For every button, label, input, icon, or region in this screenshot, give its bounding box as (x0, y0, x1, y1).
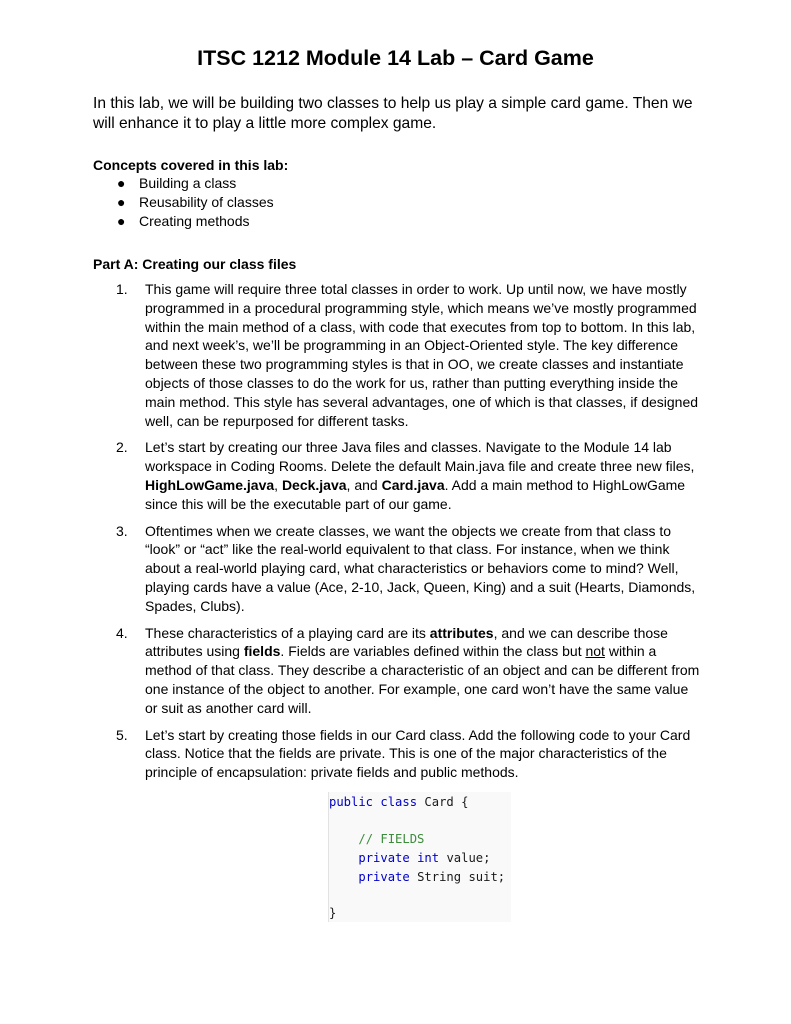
bullet-icon: ● (117, 213, 126, 229)
code-line: } (329, 906, 337, 920)
steps-list (93, 280, 703, 790)
filename-card: Card.java (381, 476, 445, 493)
code-line: private int value; (358, 851, 491, 865)
step-text: Let’s start by creating those fields in our Card class. Add the following code to your Card class. Notice that the fields are private. This is one of the major characteristics of the principle of encapsulation: private fields and public methods. (145, 726, 691, 781)
filename-deck: Deck.java (281, 476, 347, 493)
concepts-heading: Concepts covered in this lab: (93, 157, 289, 173)
term-attributes: attributes (429, 624, 494, 641)
concepts-list (93, 174, 274, 231)
step-item (93, 438, 703, 513)
step-text: Oftentimes when we create classes, we want the objects we create from that class to “look” or “act” like the real-world equivalent to that class. For instance, when we think about a real-world playing card, what characteristics or behaviors come to mind? Well, playing cards have a value (Ace, 2-10, Jack, Queen, King) and a suit (Hearts, Diamonds, Spades, Clubs). (145, 522, 696, 614)
part-a-heading: Part A: Creating our class files (93, 256, 297, 272)
term-fields: fields (243, 643, 281, 660)
intro-paragraph: In this lab, we will be building two classes to help us play a simple card game. Then we will enhance it to play a little more complex game. (93, 95, 693, 132)
step-number: 4. (116, 624, 128, 641)
bullet-icon: ● (117, 175, 126, 191)
code-comment: // FIELDS (358, 832, 425, 846)
code-line (329, 831, 424, 847)
bullet-icon: ● (117, 194, 126, 210)
step-text: Let’s start by creating our three Java files and classes. Navigate to the Module 14 lab workspace in Coding Rooms. Delete the default Main.java file and create three new files, HighLowGame.java, Deck.java, and Card.java. Add a main method to HighLowGame since this will be the executable part of our game. (145, 439, 695, 512)
code-snippet (328, 792, 511, 922)
step-number: 2. (116, 439, 128, 456)
step-item (93, 726, 703, 782)
code-line: public class Card { (329, 795, 469, 809)
step-number: 1. (116, 281, 128, 297)
concept-item: ● Reusability of classes (117, 194, 274, 210)
step-text: These characteristics of a playing card are its attributes, and we can describe those attributes using fields. Fields are variables defined within the class but not within a method of that class. They describe a characteristic of an object and can be different from one instance of the object to another. For example, one card won’t have the same value or suit as another card will. (145, 624, 700, 716)
step-text: This game will require three total classes in order to work. Up until now, we have mostly programmed in a procedural programming style, which means we’ve mostly programmed within the main method of a class, with code that executes from top to bottom. In this lab, and next week’s, we’ll be programming in an Object-Oriented style. The key difference between these two programming styles is that in OO, we create classes and instantiate objects of those classes to do the work for us, rather than putting everything inside the main method. This style has several advantages, one of which is that classes, if designed well, can be repurposed for different tasks. (145, 281, 699, 429)
step-number: 3. (116, 522, 128, 539)
code-line: private String suit; (358, 870, 506, 884)
step-item (93, 280, 703, 430)
step-item (93, 624, 703, 718)
step-number: 5. (116, 726, 128, 743)
concept-item: ● Creating methods (117, 213, 250, 229)
filename-highlowgame: HighLowGame.java (145, 476, 275, 493)
page-title: ITSC 1212 Module 14 Lab – Card Game (197, 46, 594, 70)
emphasis-not: not (585, 643, 605, 660)
concept-item: ● Building a class (117, 175, 237, 191)
step-item (93, 522, 703, 616)
